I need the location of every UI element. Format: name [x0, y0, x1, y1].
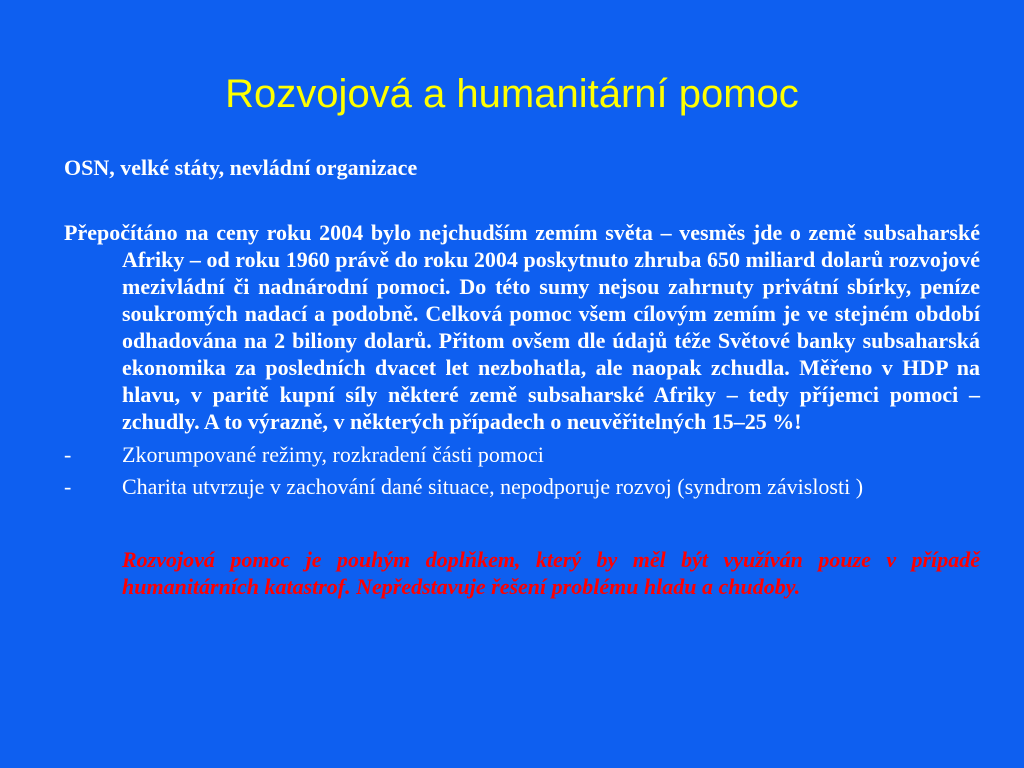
bullet-item [64, 441, 980, 468]
slide-title: Rozvojová a humanitární pomoc [225, 72, 799, 116]
bullet-text: Zkorumpované režimy, rozkradení části pomoci [122, 442, 544, 467]
slide-heading: OSN, velké státy, nevládní organizace [64, 155, 418, 180]
main-paragraph: Přepočítáno na ceny roku 2004 bylo nejchudším zemím světa – vesměs jde o země subsaharské Afriky – od roku 1960 právě do roku 2004 poskytnuto zhruba 650 miliard dolarů rozvojové mezivládní či nadnárodní pomoci. Do této sumy nejsou zahrnuty privátní sbírky, peníze soukromých nadací a podobně. Celková pomoc všem cílovým zemím je ve stejném období odhadována na 2 biliony dolarů. Přitom ovšem dle údajů téže Světové banky subsaharská ekonomika za posledních dvacet let nezbohatla, ale naopak zchudla. Měřeno v HDP na hlavu, v paritě kupní síly některé země subsaharské Afriky – tedy příjemci pomoci – zchudly. A to výrazně, v některých případech o neuvěřitelných 15–25 %! [64, 220, 980, 434]
bullet-marker: - [64, 442, 72, 467]
bullet-text: Charita utvrzuje v zachování dané situace, nepodporuje rozvoj (syndrom závislosti ) [122, 474, 864, 499]
emphasis-note: Rozvojová pomoc je pouhým doplňkem, který by měl být využíván pouze v případě humanitárních katastrof. Nepředstavuje řešení problému hladu a chudoby. [122, 547, 980, 599]
bullet-item [64, 473, 980, 500]
bullet-marker: - [64, 474, 72, 499]
slide-content [64, 154, 980, 600]
